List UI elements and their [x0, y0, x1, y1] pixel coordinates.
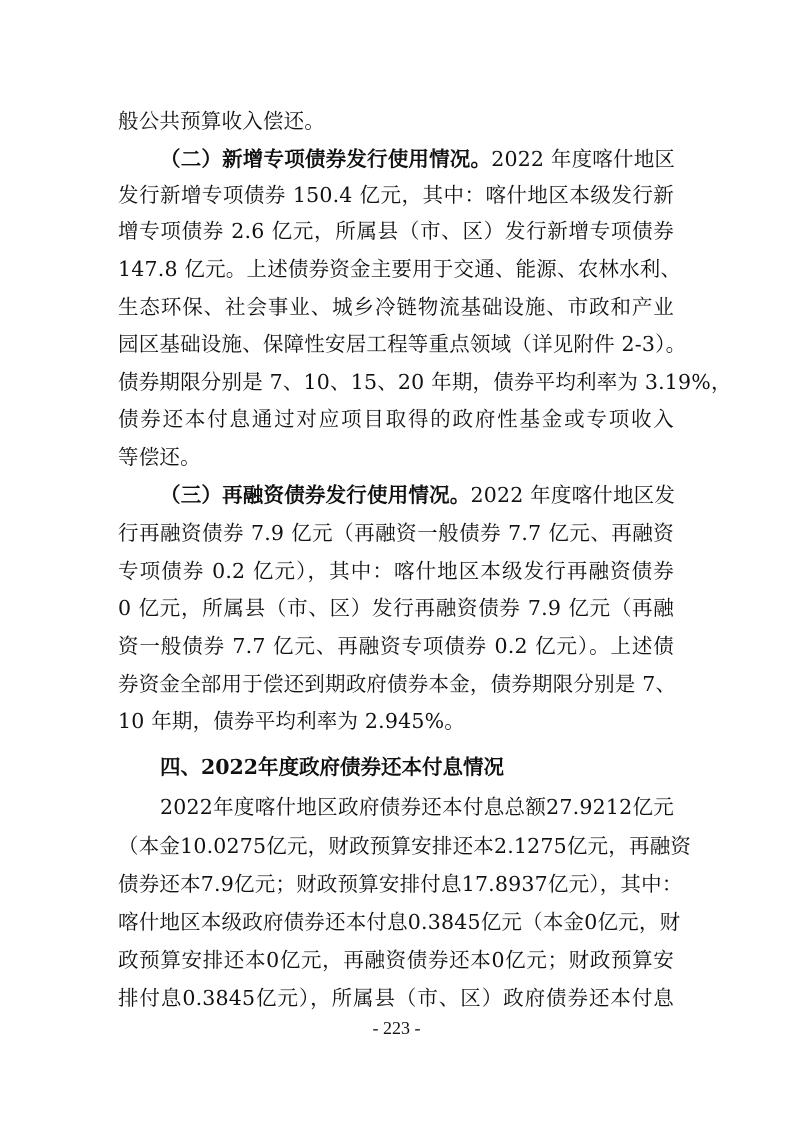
text-line: 喀什地区本级政府债券还本付息0.3845亿元（本金0亿元，财 — [118, 910, 681, 934]
text-line: 债券还本7.9亿元；财政预算安排付息17.8937亿元），其中： — [118, 872, 683, 896]
text-line: 发行新增专项债券 150.4 亿元，其中：喀什地区本级发行新 — [118, 183, 674, 207]
text-line: 147.8 亿元。上述债券资金主要用于交通、能源、农林水利、 — [118, 257, 682, 281]
text-line: 10 年期，债券平均利率为 2.945%。 — [118, 709, 465, 733]
section-heading: 四、2022年度政府债券还本付息情况 — [160, 755, 505, 779]
text-line: 债券期限分别是 7、10、15、20 年期，债券平均利率为 3.19%， — [118, 370, 732, 394]
heading-bold-text: （二）新增专项债券发行使用情况。 — [160, 147, 492, 171]
text-line: 债券还本付息通过对应项目取得的政府性基金或专项收入 — [118, 407, 674, 431]
text-line: 政预算安排还本0亿元，再融资债券还本0亿元；财政预算安 — [118, 948, 674, 972]
heading-rest-text: 2022 年度喀什地区 — [491, 147, 676, 171]
text-line: 般公共预算收入偿还。 — [118, 109, 325, 133]
text-line: 资一般债券 7.7 亿元、再融资专项债券 0.2 亿元）。上述债 — [118, 634, 674, 658]
text-line: 专项债券 0.2 亿元），其中：喀什地区本级发行再融资债券 — [118, 559, 674, 583]
paragraph-heading-2 — [160, 141, 674, 177]
text-line: 排付息0.3845亿元），所属县（市、区）政府债券还本付息 — [118, 986, 674, 1010]
text-line: 0 亿元，所属县（市、区）发行再融资债券 7.9 亿元（再融 — [118, 596, 674, 620]
heading-rest-text: 2022 年度喀什地区发 — [470, 483, 676, 507]
heading-bold-text: （三）再融资债券发行使用情况。 — [160, 483, 471, 507]
text-line: 生态环保、社会事业、城乡冷链物流基础设施、市政和产业 — [118, 295, 674, 319]
text-line: 2022年度喀什地区政府债券还本付息总额27.9212亿元 — [160, 795, 674, 819]
text-line: （本金10.0275亿元，财政预算安排还本2.1275亿元，再融资 — [118, 834, 692, 858]
paragraph-heading-3 — [160, 477, 674, 513]
text-line: 券资金全部用于偿还到期政府债券本金，债券期限分别是 7、 — [118, 672, 677, 696]
text-line: 增专项债券 2.6 亿元，所属县（市、区）发行新增专项债券 — [118, 219, 674, 243]
text-line: 园区基础设施、保障性安居工程等重点领域（详见附件 2-3）。 — [118, 332, 687, 356]
page-number: - 223 - — [372, 1018, 421, 1038]
text-line: 等偿还。 — [118, 445, 201, 469]
text-line: 行再融资债券 7.9 亿元（再融资一般债券 7.7 亿元、再融资 — [118, 521, 674, 545]
